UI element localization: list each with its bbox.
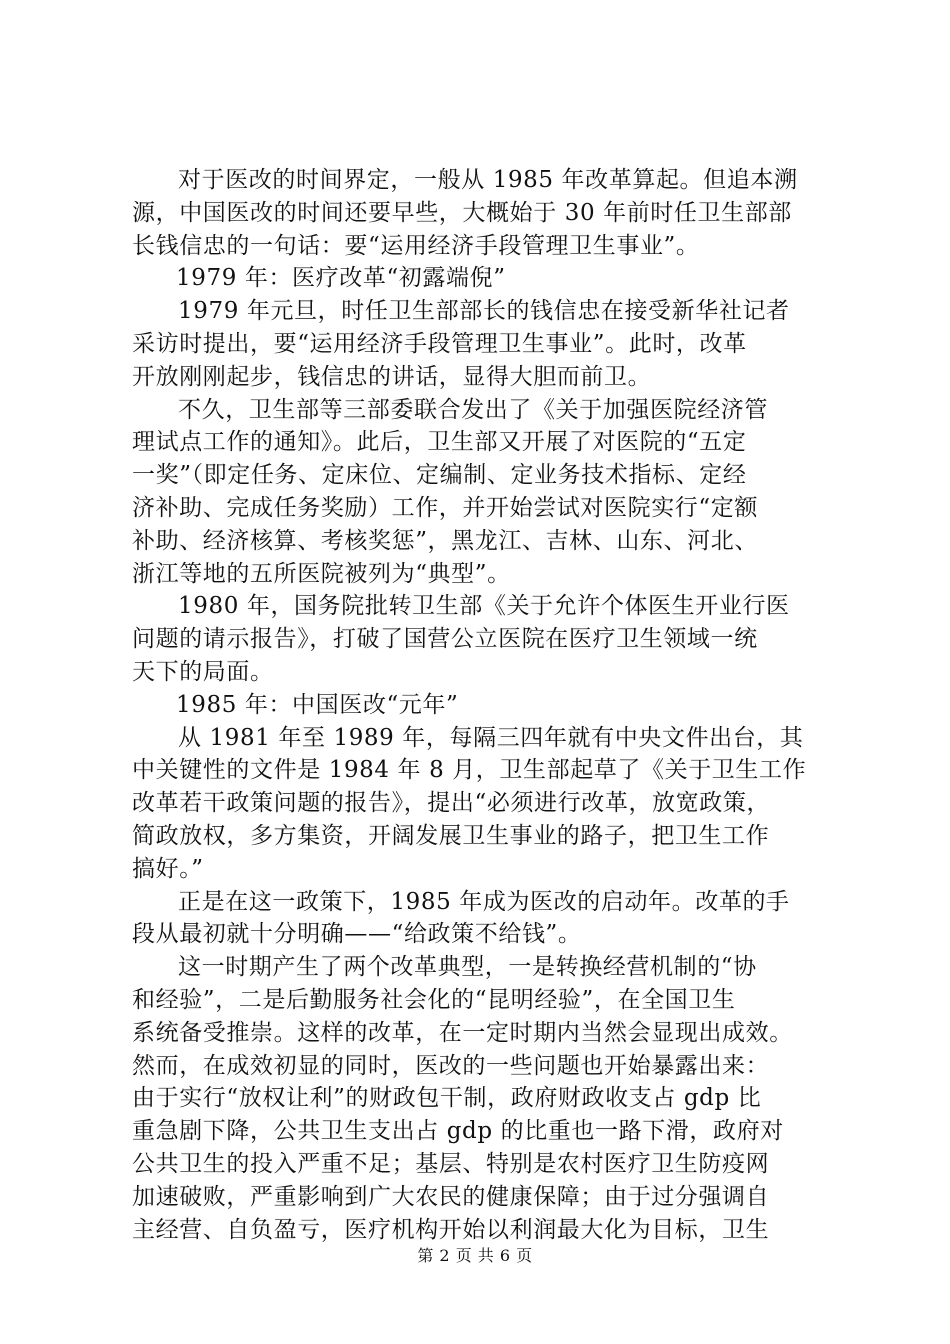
section-heading: 1985 年：中国医改“元年” <box>176 691 459 718</box>
text-line: 理试点工作的通知》。此后，卫生部又开展了对医院的“五定 <box>132 429 747 456</box>
section-heading: 1979 年：医疗改革“初露端倪” <box>176 265 506 292</box>
text-line: 采访时提出，要“运用经济手段管理卫生事业”。此时，改革 <box>132 330 747 357</box>
text-line: 这一时期产生了两个改革典型，一是转换经营机制的“协 <box>178 954 757 981</box>
text-line: 长钱信忠的一句话：要“运用经济手段管理卫生事业”。 <box>132 232 700 259</box>
text-line: 源，中国医改的时间还要早些，大概始于 30 年前时任卫生部部 <box>132 199 792 226</box>
text-line: 公共卫生的投入严重不足；基层、特别是农村医疗卫生防疫网 <box>132 1150 770 1177</box>
text-line: 天下的局面。 <box>132 658 274 685</box>
text-line: 正是在这一政策下，1985 年成为医改的启动年。改革的手 <box>178 888 790 915</box>
text-line: 浙江等地的五所医院被列为“典型”。 <box>132 560 511 587</box>
text-line: 不久，卫生部等三部委联合发出了《关于加强医院经济管 <box>178 396 768 423</box>
text-line: 重急剧下降，公共卫生支出占 gdp 的比重也一路下滑，政府对 <box>132 1118 784 1145</box>
text-line: 济补助、完成任务奖励）工作，并开始尝试对医院实行“定额 <box>132 494 758 521</box>
text-line: 从 1981 年至 1989 年，每隔三四年就有中央文件出台，其 <box>178 724 804 751</box>
text-line: 系统备受推崇。这样的改革，在一定时期内当然会显现出成效。 <box>132 1019 793 1046</box>
text-line: 简政放权，多方集资，开阔发展卫生事业的路子，把卫生工作 <box>132 822 770 849</box>
page-footer: 第 2 页 共 6 页 <box>417 1246 533 1265</box>
text-line: 搞好。” <box>132 855 204 882</box>
text-line: 由于实行“放权让利”的财政包干制，政府财政收支占 gdp 比 <box>132 1085 762 1112</box>
text-line: 问题的请示报告》，打破了国营公立医院在医疗卫生领域一统 <box>132 626 758 653</box>
document-body <box>132 164 832 1246</box>
text-line: 对于医改的时间界定，一般从 1985 年改革算起。但追本溯 <box>178 167 798 193</box>
text-line: 和经验”，二是后勤服务社会化的“昆明经验”，在全国卫生 <box>132 986 736 1013</box>
text-line: 一奖”（即定任务、定床位、定编制、定业务技术指标、定经 <box>132 462 747 489</box>
text-line: 补助、经济核算、考核奖惩”，黑龙江、吉林、山东、河北、 <box>132 527 758 554</box>
text-line: 然而，在成效初显的同时，医改的一些问题也开始暴露出来： <box>132 1052 770 1079</box>
text-line: 主经营、自负盈亏，医疗机构开始以利润最大化为目标，卫生 <box>132 1216 770 1243</box>
text-line: 开放刚刚起步，钱信忠的讲话，显得大胆而前卫。 <box>132 363 652 390</box>
text-line: 1980 年，国务院批转卫生部《关于允许个体医生开业行医 <box>178 593 790 620</box>
text-line: 段从最初就十分明确——“给政策不给钱”。 <box>132 921 582 948</box>
text-line: 1979 年元旦，时任卫生部部长的钱信忠在接受新华社记者 <box>178 298 790 325</box>
text-line: 改革若干政策问题的报告》，提出“必须进行改革，放宽政策， <box>132 790 771 817</box>
text-line: 中关键性的文件是 1984 年 8 月，卫生部起草了《关于卫生工作 <box>132 757 807 784</box>
text-line: 加速破败，严重影响到广大农民的健康保障；由于过分强调自 <box>132 1183 770 1210</box>
